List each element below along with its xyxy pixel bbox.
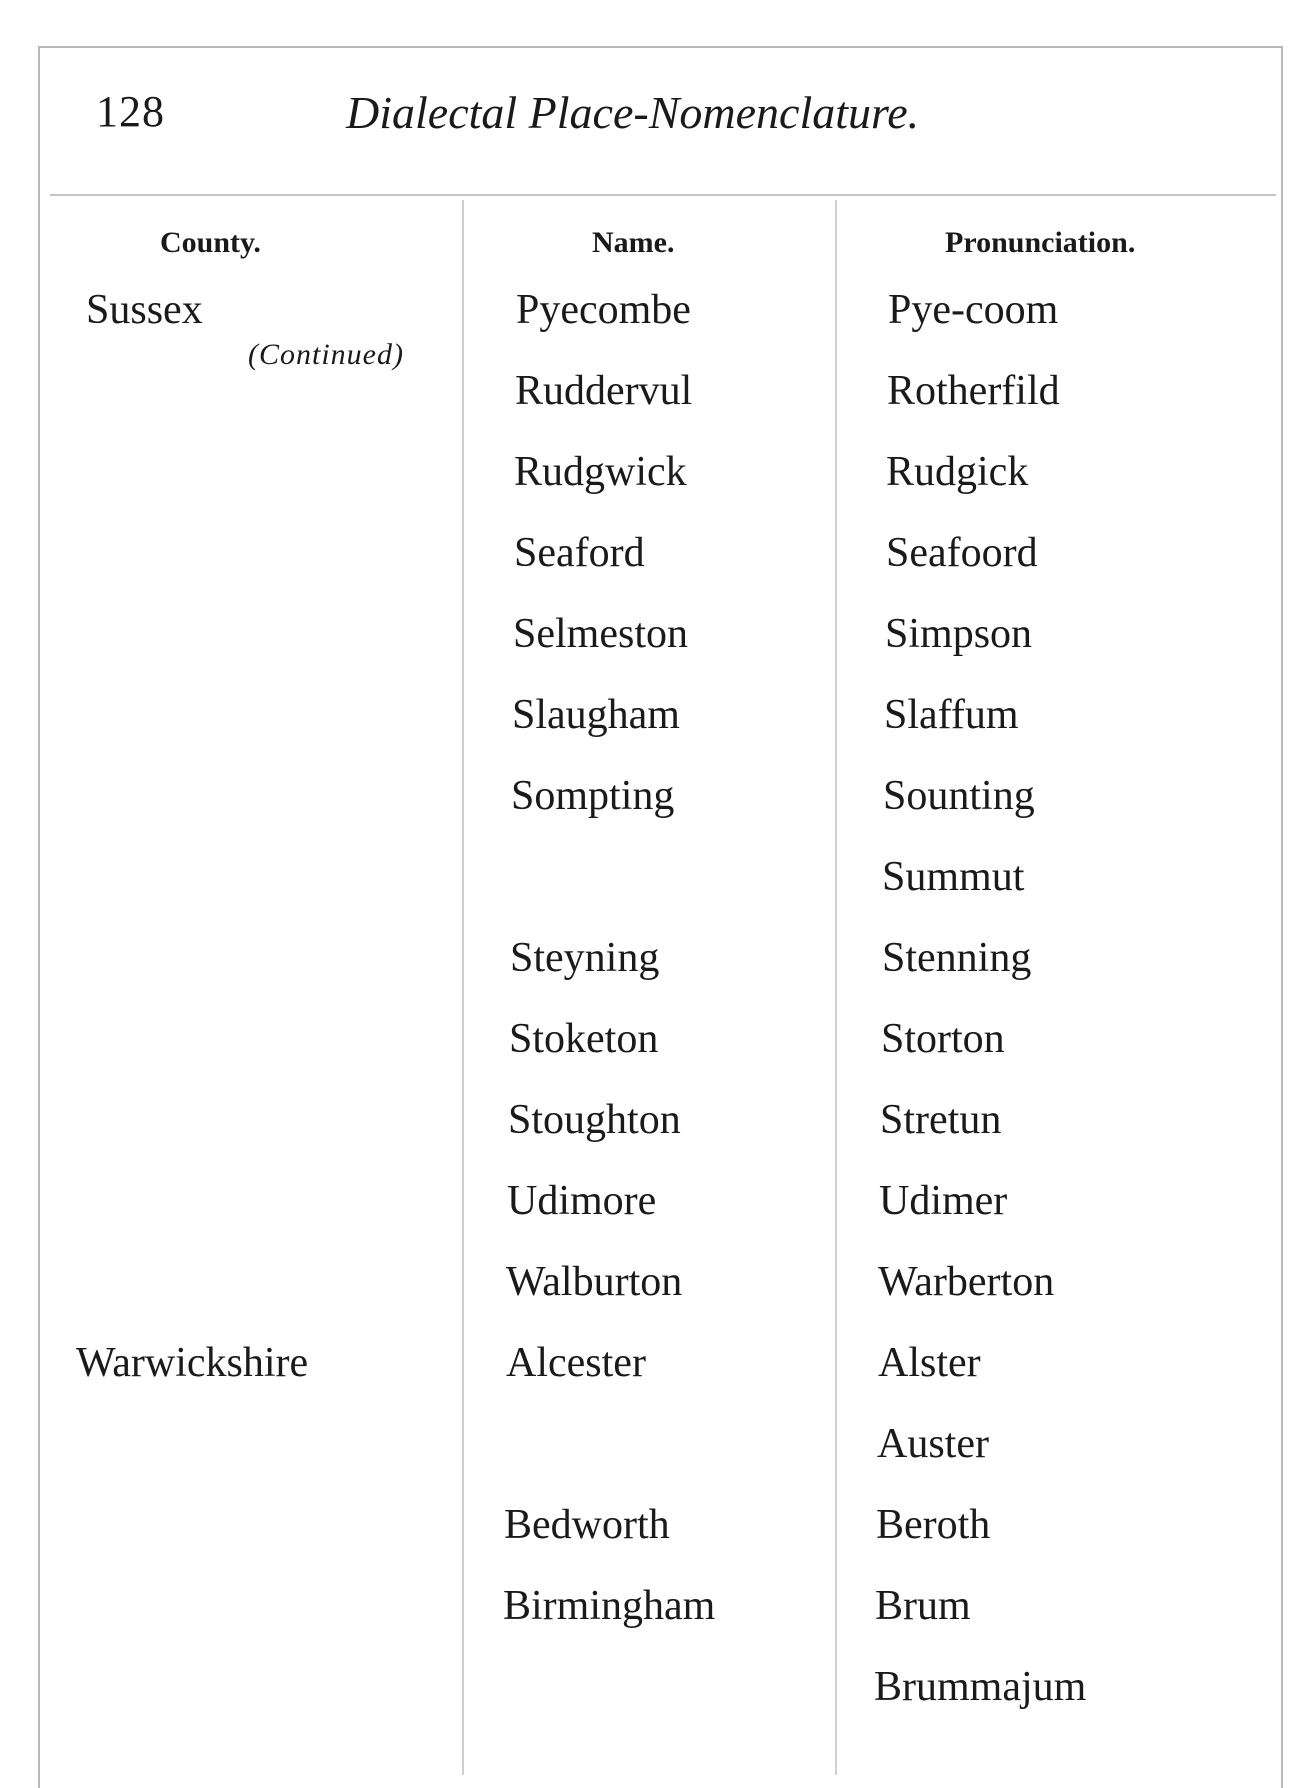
place-name: Rudgwick: [514, 449, 687, 495]
place-name: Sompting: [511, 773, 675, 819]
place-name: Selmeston: [513, 611, 688, 657]
place-name: Ruddervul: [515, 368, 693, 414]
place-name: Alcester: [506, 1340, 646, 1386]
pronunciation-column-header: Pronunciation.: [945, 226, 1136, 259]
page-number: 128: [96, 87, 165, 136]
pronunciation: Rudgick: [886, 449, 1029, 495]
place-name: Stoketon: [509, 1016, 659, 1062]
county-sussex: Sussex: [86, 287, 203, 333]
continued-note: (Continued): [248, 338, 404, 371]
pronunciation: Beroth: [876, 1502, 991, 1548]
pronunciation: Warberton: [878, 1259, 1055, 1305]
place-name: Walburton: [506, 1259, 683, 1305]
pronunciation: Seafoord: [886, 530, 1038, 576]
pronunciation: Slaffum: [884, 692, 1019, 738]
place-name: Stoughton: [508, 1097, 681, 1143]
pronunciation: Brum: [875, 1583, 971, 1629]
pronunciation: Storton: [881, 1016, 1005, 1062]
place-name: Udimore: [507, 1178, 657, 1224]
pronunciation: Summut: [882, 854, 1025, 900]
column-rule-2: [835, 200, 837, 1775]
pronunciation: Stenning: [882, 935, 1032, 981]
pronunciation: Stretun: [880, 1097, 1002, 1143]
pronunciation: Auster: [877, 1421, 989, 1467]
pronunciation: Sounting: [883, 773, 1035, 819]
place-name: Birmingham: [503, 1583, 716, 1629]
place-name: Bedworth: [504, 1502, 670, 1548]
county-warwickshire: Warwickshire: [76, 1340, 309, 1386]
pronunciation: Pye-coom: [888, 287, 1059, 333]
pronunciation: Alster: [878, 1340, 981, 1386]
pronunciation: Simpson: [885, 611, 1033, 657]
pronunciation: Udimer: [879, 1178, 1008, 1224]
place-name: Pyecombe: [516, 287, 691, 333]
column-rule-1: [462, 200, 464, 1775]
header-rule: [50, 194, 1276, 196]
place-name: Slaugham: [512, 692, 680, 738]
county-column-header: County.: [160, 226, 261, 259]
name-column-header: Name.: [592, 226, 675, 259]
running-title: Dialectal Place-Nomenclature.: [346, 87, 920, 138]
place-name: Seaford: [514, 530, 645, 576]
pronunciation: Brummajum: [874, 1664, 1087, 1710]
place-name: Steyning: [510, 935, 660, 981]
pronunciation: Rotherfild: [887, 368, 1060, 414]
